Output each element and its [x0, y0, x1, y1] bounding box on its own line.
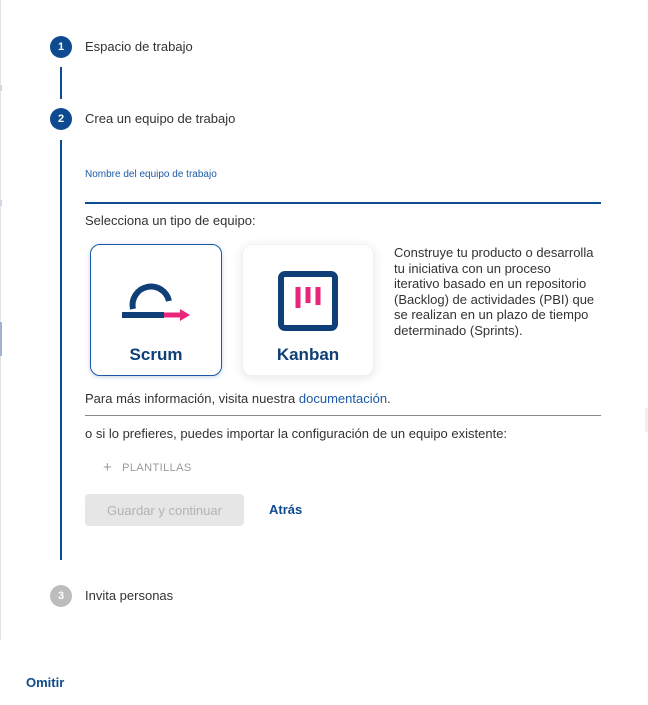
- more-info-text: [85, 391, 391, 406]
- left-border-mark: [0, 200, 2, 206]
- team-name-underline: [85, 202, 601, 204]
- step-2-number: 2: [50, 108, 72, 130]
- save-continue-button[interactable]: Guardar y continuar: [85, 494, 244, 526]
- step-1-number: 1: [50, 36, 72, 58]
- documentation-link[interactable]: documentación: [298, 391, 388, 406]
- step-3-number: 3: [50, 585, 72, 607]
- kanban-label: Kanban: [276, 345, 340, 364]
- step-2-label: Crea un equipo de trabajo: [85, 111, 236, 126]
- divider: [85, 415, 601, 416]
- team-type-scrum-card[interactable]: [90, 244, 222, 376]
- more-info-suffix: .: [387, 391, 391, 406]
- scrum-icon: [116, 271, 196, 323]
- kanban-icon: [278, 271, 338, 331]
- scrum-label: Scrum: [129, 345, 183, 364]
- team-type-kanban-card[interactable]: [242, 244, 374, 376]
- team-name-input[interactable]: [85, 181, 601, 201]
- plus-icon: +: [103, 459, 113, 476]
- select-team-type-label: Selecciona un tipo de equipo:: [85, 213, 256, 228]
- step-connector: [60, 67, 62, 99]
- left-border-mark: [0, 85, 2, 91]
- step-connector: [60, 140, 62, 560]
- team-type-description: Construye tu producto o desarrolla tu iniciativa con un proceso iterativo basado en un repositorio (Backlog) de actividades (PBI) que se realizan en un plazo de tiempo determinado (Sprints).: [394, 245, 595, 338]
- more-info-prefix: Para más información, visita nuestra: [85, 391, 299, 406]
- templates-button[interactable]: [103, 459, 192, 476]
- step-3-label: Invita personas: [85, 588, 174, 603]
- import-config-text: o si lo prefieres, puedes importar la configuración de un equipo existente:: [85, 426, 508, 441]
- left-border: [0, 0, 1, 640]
- omit-link[interactable]: Omitir: [26, 675, 65, 690]
- team-name-label: Nombre del equipo de trabajo: [85, 169, 217, 180]
- back-button[interactable]: Atrás: [269, 502, 303, 517]
- templates-label: PLANTILLAS: [122, 461, 192, 474]
- step-1-label: Espacio de trabajo: [85, 39, 193, 54]
- left-border-mark: [0, 322, 2, 356]
